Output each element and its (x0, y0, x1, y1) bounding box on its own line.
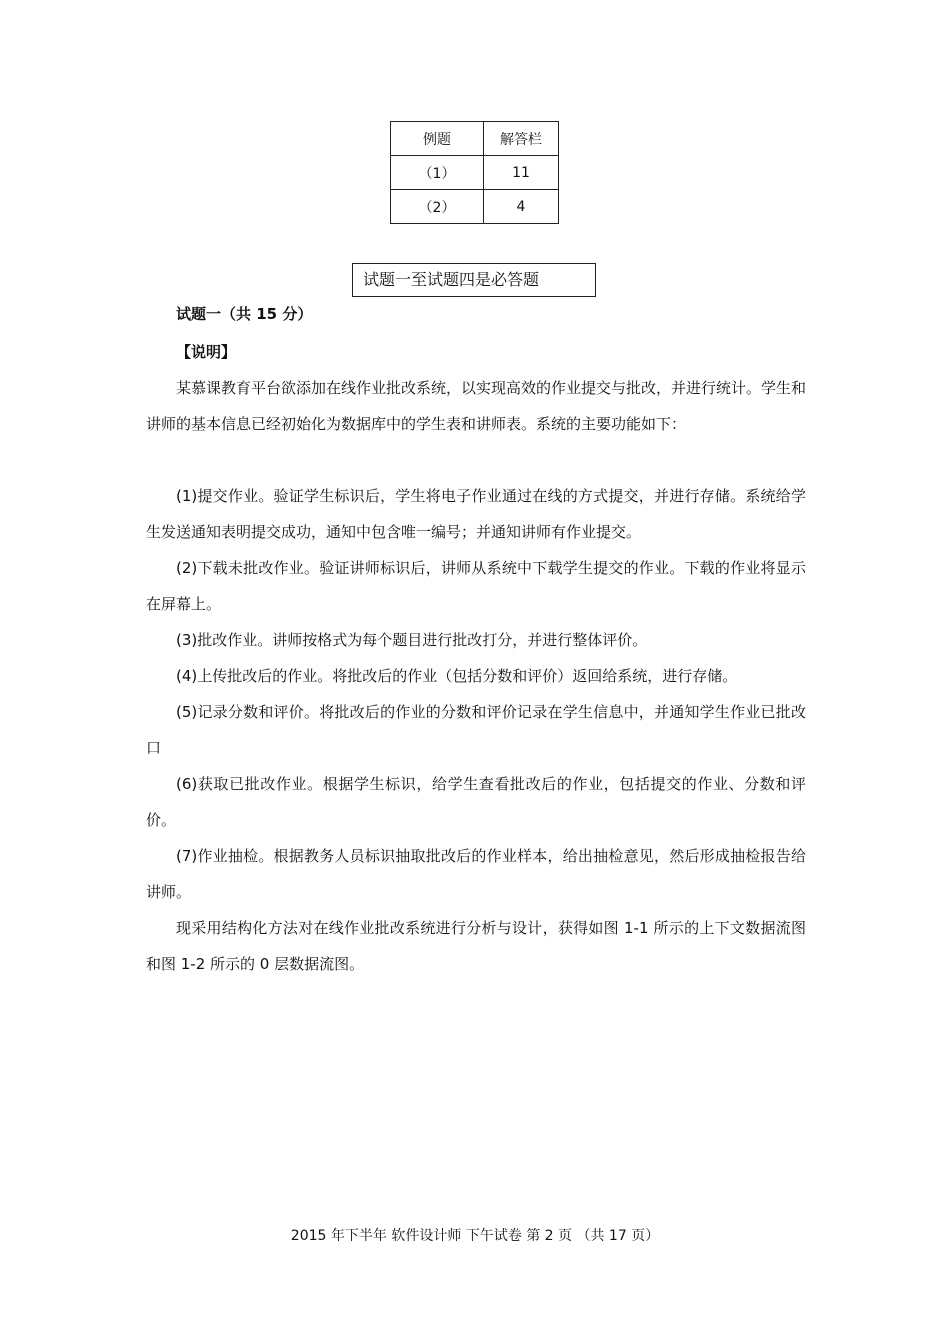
paragraph-item-6: (6)获取已批改作业。根据学生标识，给学生查看批改后的作业，包括提交的作业、分数和评价。 (146, 775, 806, 829)
table-row (391, 156, 559, 190)
paragraph-item-1: (1)提交作业。验证学生标识后，学生将电子作业通过在线的方式提交，并进行存储。系统给学生发送通知表明提交成功，通知中包含唯一编号；并通知讲师有作业提交。 (146, 487, 806, 541)
paragraph-intro: 某慕课教育平台欲添加在线作业批改系统，以实现高效的作业提交与批改，并进行统计。学生和讲师的基本信息已经初始化为数据库中的学生表和讲师表。系统的主要功能如下： (146, 379, 807, 433)
paragraph-item-3: (3)批改作业。讲师按格式为每个题目进行批改打分，并进行整体评价。 (176, 631, 648, 649)
example-answer-table (390, 121, 559, 224)
table-header-cell: 例题 (391, 122, 484, 156)
paragraph-item-2: (2)下载未批改作业。验证讲师标识后，讲师从系统中下载学生提交的作业。下载的作业将显示在屏幕上。 (146, 559, 806, 613)
section-label: 【说明】 (176, 343, 237, 361)
table-cell: 4 (484, 190, 559, 224)
question-title: 试题一（共 15 分） (176, 305, 313, 323)
required-questions-note: 试题一至试题四是必答题 (352, 263, 596, 297)
table-header-cell: 解答栏 (484, 122, 559, 156)
table-cell: （1） (391, 156, 484, 190)
paragraph-item-4: (4)上传批改后的作业。将批改后的作业（包括分数和评价）返回给系统，进行存储。 (176, 667, 738, 685)
page-footer: 2015 年下半年 软件设计师 下午试卷 第 2 页 （共 17 页） (290, 1228, 660, 1244)
paragraph-conclusion: 现采用结构化方法对在线作业批改系统进行分析与设计，获得如图 1-1 所示的上下文数据流图和图 1-2 所示的 0 层数据流图。 (146, 919, 806, 973)
table-cell: （2） (391, 190, 484, 224)
table-header-row (391, 122, 559, 156)
paragraph-item-7: (7)作业抽检。根据教务人员标识抽取批改后的作业样本，给出抽检意见，然后形成抽检报告给讲师。 (146, 847, 806, 901)
paragraph-item-5: (5)记录分数和评价。将批改后的作业的分数和评价记录在学生信息中，并通知学生作业已批改口 (146, 703, 806, 757)
table-cell: 11 (484, 156, 559, 190)
table-row (391, 190, 559, 224)
